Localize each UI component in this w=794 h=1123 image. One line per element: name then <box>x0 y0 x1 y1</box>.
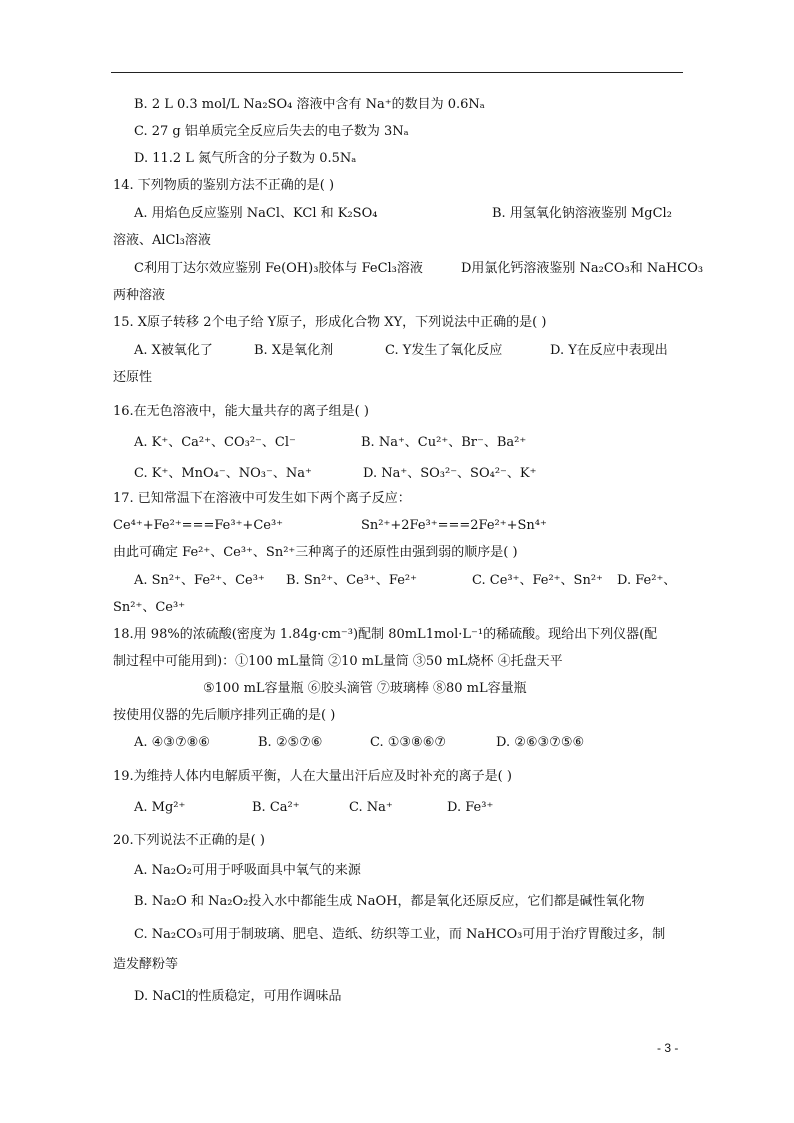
q17-stem: 17. 已知常温下在溶液中可发生如下两个离子反应： <box>113 491 411 506</box>
q17-question: 由此可确定 Fe²⁺、Ce³⁺、Sn²⁺三种离子的还原性由强到弱的顺序是( ) <box>113 545 518 560</box>
q16-option-d: D. Na⁺、SO₃²⁻、SO₄²⁻、K⁺ <box>363 466 537 481</box>
q19-option-c: C. Na⁺ <box>349 800 393 815</box>
q17-option-c: C. Ce³⁺、Fe²⁺、Sn²⁺ <box>472 573 603 588</box>
q18-stem: 18.用 98%的浓硫酸(密度为 1.84g·cm⁻³)配制 80mL1mol·L⁻¹的稀硫酸。现给出下列仪器(配 <box>113 627 658 642</box>
q20-option-c-cont: 造发酵粉等 <box>113 957 179 972</box>
q14-option-d-cont: 两种溶液 <box>113 288 166 303</box>
q17-option-b: B. Sn²⁺、Ce³⁺、Fe²⁺ <box>286 573 417 588</box>
q18-question: 按使用仪器的先后顺序排列正确的是( ) <box>113 708 336 723</box>
q17-reaction-2: Sn²⁺+2Fe³⁺===2Fe²⁺+Sn⁴⁺ <box>361 518 547 533</box>
q18-option-c: C. ①③⑧⑥⑦ <box>370 735 447 750</box>
q16-option-a: A. K⁺、Ca²⁺、CO₃²⁻、Cl⁻ <box>134 435 296 450</box>
q17-option-d: D. Fe²⁺、 <box>617 573 677 588</box>
q20-option-c: C. Na₂CO₃可用于制玻璃、肥皂、造纸、纺织等工业，而 NaHCO₃可用于治疗胃酸过多，制 <box>134 927 666 942</box>
q18-instruments-2: ⑤100 mL容量瓶 ⑥胶头滴管 ⑦玻璃棒 ⑧80 mL容量瓶 <box>203 681 527 696</box>
q18-option-a: A. ④③⑦⑧⑥ <box>134 735 210 750</box>
q20-option-b: B. Na₂O 和 Na₂O₂投入水中都能生成 NaOH，都是氧化还原反应，它们都是碱性氧化物 <box>134 894 645 909</box>
q15-option-c: C. Y发生了氧化反应 <box>385 343 503 358</box>
q19-option-b: B. Ca²⁺ <box>252 800 300 815</box>
q15-option-a: A. X被氧化了 <box>134 343 213 358</box>
q17-option-a: A. Sn²⁺、Fe²⁺、Ce³⁺ <box>134 573 265 588</box>
q16-option-c: C. K⁺、MnO₄⁻、NO₃⁻、Na⁺ <box>134 466 312 481</box>
q15-stem: 15. X原子转移 2个电子给 Y原子，形成化合物 XY，下列说法中正确的是( ) <box>113 315 547 330</box>
q16-option-b: B. Na⁺、Cu²⁺、Br⁻、Ba²⁺ <box>361 435 527 450</box>
q18-option-d: D. ②⑥③⑦⑤⑥ <box>496 735 585 750</box>
q15-option-d-cont: 还原性 <box>113 370 153 385</box>
q14-stem: 14. 下列物质的鉴别方法不正确的是( ) <box>113 178 335 193</box>
q17-option-d-cont: Sn²⁺、Ce³⁺ <box>113 600 186 615</box>
q13-option-c: C. 27 g 铝单质完全反应后失去的电子数为 3Nₐ <box>134 124 409 139</box>
q14-option-c: C利用丁达尔效应鉴别 Fe(OH)₃胶体与 FeCl₃溶液 <box>134 261 423 276</box>
q14-option-d: D用氯化钙溶液鉴别 Na₂CO₃和 NaHCO₃ <box>461 261 704 276</box>
q14-option-a: A. 用焰色反应鉴别 NaCl、KCl 和 K₂SO₄ <box>134 206 378 221</box>
q19-option-a: A. Mg²⁺ <box>134 800 186 815</box>
q19-stem: 19.为维持人体内电解质平衡，人在大量出汗后应及时补充的离子是( ) <box>113 769 512 784</box>
q13-option-b: B. 2 L 0.3 mol/L Na₂SO₄ 溶液中含有 Na⁺的数目为 0.6Nₐ <box>134 97 485 112</box>
q14-option-b-cont: 溶液、AlCl₃溶液 <box>113 233 211 248</box>
q15-option-b: B. X是氧化剂 <box>254 343 334 358</box>
q19-option-d: D. Fe³⁺ <box>447 800 494 815</box>
q13-option-d: D. 11.2 L 氮气所含的分子数为 0.5Nₐ <box>134 151 357 166</box>
q15-option-d: D. Y在反应中表现出 <box>550 343 668 358</box>
q16-stem: 16.在无色溶液中，能大量共存的离子组是( ) <box>113 404 369 419</box>
q20-option-a: A. Na₂O₂可用于呼吸面具中氧气的来源 <box>134 863 361 878</box>
q17-reaction-1: Ce⁴⁺+Fe²⁺===Fe³⁺+Ce³⁺ <box>113 518 284 533</box>
q14-option-b: B. 用氢氧化钠溶液鉴别 MgCl₂ <box>492 206 672 221</box>
page-number: - 3 - <box>657 1041 679 1055</box>
q20-option-d: D. NaCl的性质稳定，可用作调味品 <box>134 989 342 1004</box>
q20-stem: 20.下列说法不正确的是( ) <box>113 833 265 848</box>
header-rule <box>111 72 683 73</box>
q18-instruments-1: 制过程中可能用到)：①100 mL量筒 ②10 mL量筒 ③50 mL烧杯 ④托盘天平 <box>113 654 563 669</box>
q18-option-b: B. ②⑤⑦⑥ <box>258 735 323 750</box>
